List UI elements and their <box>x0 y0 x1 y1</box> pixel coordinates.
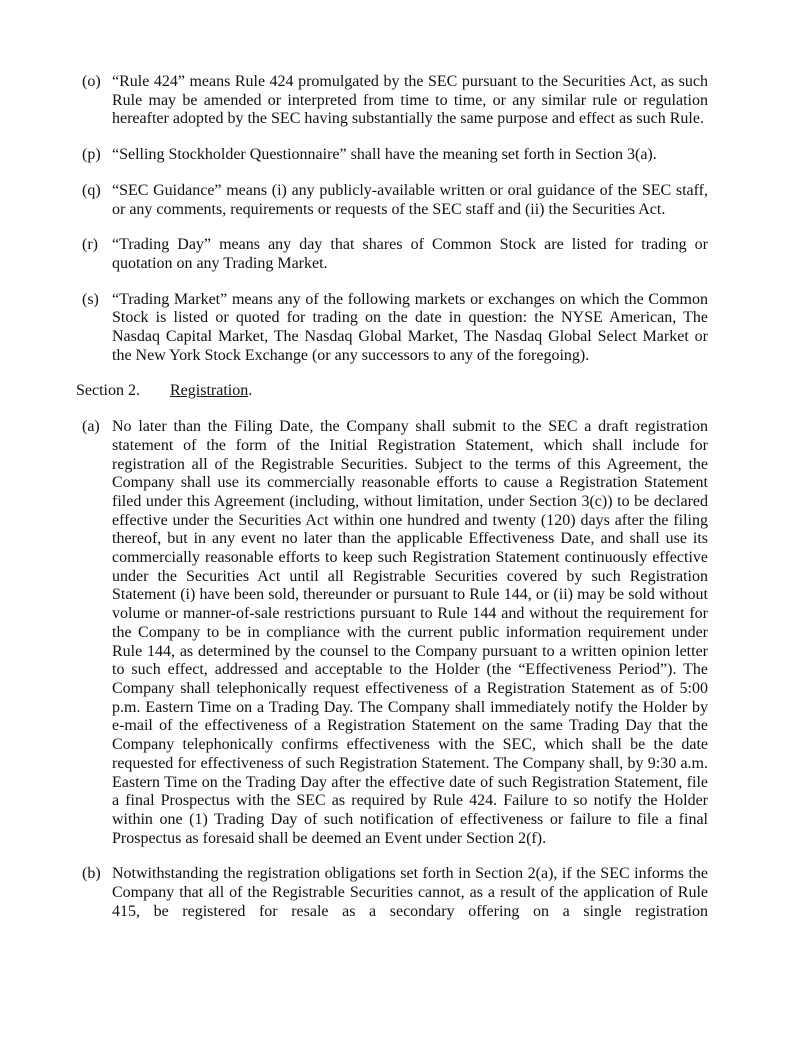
document-content <box>76 73 708 938</box>
paragraph-marker-r: (r) <box>82 236 98 254</box>
paragraph-marker-q: (q) <box>82 181 101 199</box>
definition-paragraph-r <box>76 236 708 273</box>
section-heading <box>76 382 708 401</box>
registration-paragraph-a <box>76 418 708 848</box>
registration-paragraph-b <box>76 865 708 921</box>
paragraph-marker-a: (a) <box>82 418 100 436</box>
paragraph-marker-p: (p) <box>82 146 101 164</box>
paragraph-marker-b: (b) <box>82 865 101 883</box>
paragraph-text-p: “Selling Stockholder Questionnaire” shall have the meaning set forth in Section 3(a). <box>112 146 657 164</box>
section-title: Registration <box>170 382 249 400</box>
paragraph-marker-o: (o) <box>82 73 101 90</box>
definition-paragraph-p <box>76 146 708 165</box>
paragraph-marker-s: (s) <box>82 290 99 308</box>
paragraph-text-o: “Rule 424” means Rule 424 promulgated by the SEC pursuant to the Securities Act, as such Rule may be amended or interpreted from time to time, or any similar rule or regulation hereafter adopted by the SEC having substantially the same purpose and effect as such Rule. <box>112 73 708 128</box>
paragraph-text-r: “Trading Day” means any day that shares of Common Stock are listed for trading or quotation on any Trading Market. <box>112 236 708 272</box>
paragraph-text-a: No later than the Filing Date, the Company shall submit to the SEC a draft registration statement of the form of the Initial Registration Statement, which shall include for registration all of the Registrable Securities. Subject to the terms of this Agreement, the Company shall use its commercially reasonable efforts to cause a Registration Statement filed under this Agreement (including, without limitation, under Section 3(c)) to be declared effective under the Securities Act within one hundred and twenty (120) days after the filing thereof, but in any event no later than the applicable Effectiveness Date, and shall use its commercially reasonable efforts to keep such Registration Statement continuously effective under the Securities Act until all Registrable Securities covered by such Registration Statement (i) have been sold, thereunder or pursuant to Rule 144, or (ii) may be sold without volume or manner-of-sale restrictions pursuant to Rule 144 and without the requirement for the Company to be in compliance with the current public information requirement under Rule 144, as determined by the counsel to the Company pursuant to a written opinion letter to such effect, addressed and acceptable to the Holder (the “Effectiveness Period”). The Company shall telephonically request effectiveness of a Registration Statement as of 5:00 p.m. Eastern Time on a Trading Day. The Company shall immediately notify the Holder by e-mail of the effectiveness of a Registration Statement on the same Trading Day that the Company telephonically confirms effectiveness with the SEC, which shall be the date requested for effectiveness of such Registration Statement. The Company shall, by 9:30 a.m. Eastern Time on the Trading Day after the effective date of such Registration Statement, file a final Prospectus with the SEC as required by Rule 424. Failure to so notify the Holder within one (1) Trading Day of such notification of effectiveness or failure to file a final Prospectus as foresaid shall be deemed an Event under Section 2(f). <box>112 418 708 847</box>
definition-paragraph-q <box>76 182 708 219</box>
section-number: Section 2. <box>76 382 140 400</box>
paragraph-text-s: “Trading Market” means any of the following markets or exchanges on which the Common Stock is listed or quoted for trading on the date in question: the NYSE American, The Nasdaq Capital Market, The Nasdaq Global Market, The Nasdaq Global Select Market or the New York Stock Exchange (or any successors to any of the foregoing). <box>112 290 708 364</box>
paragraph-text-q: “SEC Guidance” means (i) any publicly-available written or oral guidance of the SEC staff, or any comments, requirements or requests of the SEC staff and (ii) the Securities Act. <box>112 181 708 218</box>
section-title-period: . <box>248 382 253 400</box>
definition-paragraph-o <box>76 73 708 129</box>
definition-paragraph-s <box>76 291 708 366</box>
paragraph-text-b: Notwithstanding the registration obligations set forth in Section 2(a), if the SEC informs the Company that all of the Registrable Securities cannot, as a result of the application of Rule 415, be registered for resale as a secondary offering on a single registration <box>112 865 708 920</box>
